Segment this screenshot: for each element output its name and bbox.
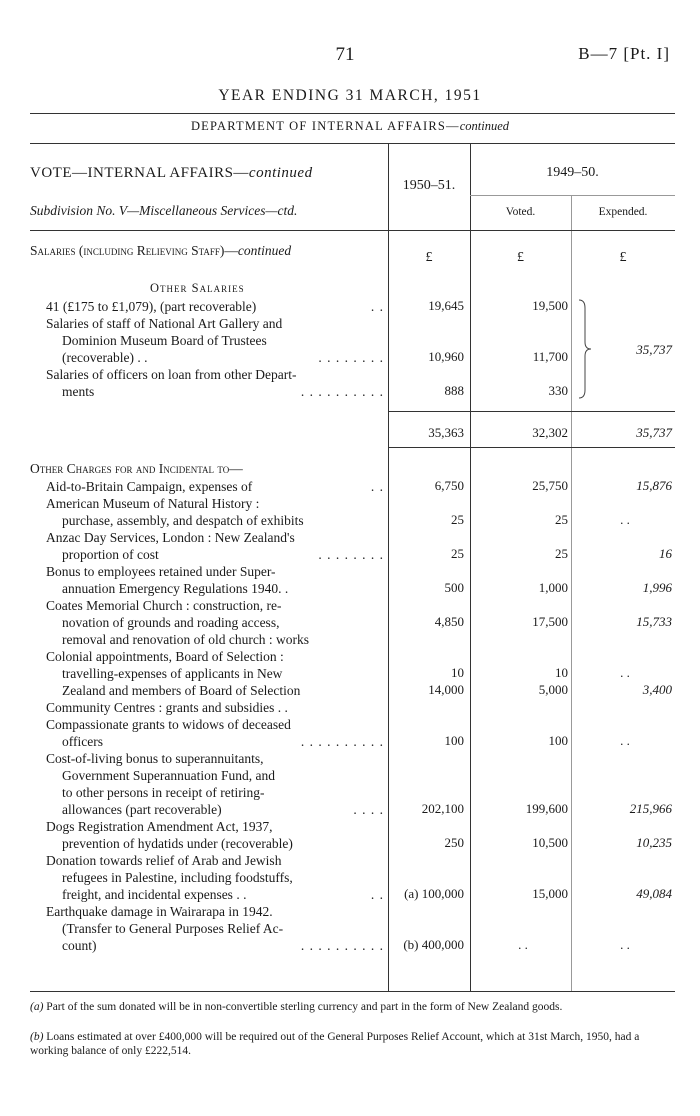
footnote-b-mark: (b) <box>30 1031 44 1043</box>
column-1950-51: 1950–51. <box>402 178 456 193</box>
salary-line-text: Salaries of officers on loan from other Depart- <box>46 367 297 382</box>
other-charges-line <box>62 886 384 903</box>
other-charges-value-voted: . . <box>518 937 528 952</box>
other-charges-line-text: to other persons in receipt of retiring- <box>62 785 265 800</box>
subtotal-bottom-rule <box>388 447 675 448</box>
column-divider-2 <box>470 143 471 991</box>
subtotal-top-rule <box>388 411 675 412</box>
other-charges-value-expended: 215,966 <box>629 801 672 816</box>
column-group-1949-50: 1949–50. <box>546 165 599 180</box>
other-charges-line <box>62 614 384 631</box>
footnote-a <box>30 1000 675 1014</box>
other-charges-line-text: Earthquake damage in Wairarapa in 1942. <box>46 904 273 919</box>
other-charges-line-text: officers <box>62 734 103 749</box>
header-rule <box>30 113 675 114</box>
currency-expended: £ <box>619 250 627 265</box>
other-charges-line-leader-dots: . . . . . . . . . . <box>300 734 384 749</box>
salary-value-1950-51: 888 <box>444 383 464 398</box>
other-charges-line-text: travelling-expenses of applicants in New <box>62 666 283 681</box>
other-charges-line <box>62 546 384 563</box>
other-charges-line-leader-dots: . . . . . . . . . . <box>300 938 384 953</box>
other-charges-value-voted: 25 <box>555 512 568 527</box>
other-charges-line <box>46 716 384 733</box>
other-charges-value-voted: 17,500 <box>532 614 568 629</box>
footnote-b-text: Loans estimated at over £400,000 will be required out of the General Purposes Relief Account, which at 31st March, 1950, had a working balance of only £222,514. <box>30 1031 640 1057</box>
currency-voted: £ <box>517 250 524 265</box>
other-charges-value-expended: . . <box>620 665 630 680</box>
other-charges-line-leader-dots: . . . . <box>353 802 384 817</box>
other-charges-line <box>62 580 384 597</box>
other-charges-value-1950-51: 100 <box>444 733 464 748</box>
other-charges-line <box>62 512 384 529</box>
salary-line-leader-dots: . . <box>370 299 384 314</box>
other-charges-line-text: removal and renovation of old church : works <box>62 632 310 647</box>
other-charges-line <box>62 835 384 852</box>
expended-bracket <box>577 298 593 400</box>
other-charges-value-voted: 1,000 <box>538 580 568 595</box>
salary-line <box>62 383 384 400</box>
other-charges-value-1950-51: 202,100 <box>421 801 464 816</box>
other-charges-line-text: count) <box>62 938 97 953</box>
other-charges-line <box>62 801 384 818</box>
other-charges-line-text: Colonial appointments, Board of Selection : <box>46 649 284 664</box>
other-charges-line-text: (Transfer to General Purposes Relief Ac- <box>62 921 284 936</box>
other-charges-value-1950-51: 6,750 <box>434 478 464 493</box>
salary-line-text: (recoverable) . . <box>62 350 148 365</box>
other-charges-value-1950-51: 4,850 <box>434 614 464 629</box>
salary-line <box>62 349 384 366</box>
other-charges-line <box>46 478 384 495</box>
salary-line <box>46 298 384 315</box>
column-voted: Voted. <box>505 206 536 218</box>
currency-1950-51: £ <box>425 250 433 265</box>
salary-line-text: 41 (£175 to £1,079), (part recoverable) <box>46 299 257 314</box>
other-charges-line <box>62 937 384 954</box>
other-charges-value-1950-51: 14,000 <box>428 682 464 697</box>
salary-line <box>46 315 384 332</box>
other-charges-line <box>62 767 384 784</box>
salary-total-voted: 32,302 <box>532 425 568 440</box>
other-charges-value-expended: . . <box>620 937 630 952</box>
other-charges-value-voted: 25 <box>555 546 568 561</box>
other-charges-line-text: annuation Emergency Regulations 1940. . <box>62 581 289 596</box>
column-divider-1 <box>388 143 389 991</box>
subdivision-heading: Subdivision No. V—Miscellaneous Services—ctd. <box>30 203 298 218</box>
salary-total-expended: 35,737 <box>636 425 672 440</box>
year-heading: YEAR ENDING 31 MARCH, 1951 <box>218 87 482 104</box>
other-charges-value-voted: 199,600 <box>525 801 568 816</box>
other-charges-value-expended: 1,996 <box>642 580 672 595</box>
other-charges-value-voted: 5,000 <box>538 682 568 697</box>
other-charges-line-text: Cost-of-living bonus to superannuitants, <box>46 751 264 766</box>
page-number: 71 <box>335 44 355 65</box>
other-charges-line-text: Government Superannuation Fund, and <box>62 768 275 783</box>
other-charges-line <box>62 682 384 699</box>
other-salaries-heading: Other Salaries <box>150 281 245 295</box>
other-charges-line <box>62 631 384 648</box>
salary-value-voted: 330 <box>548 383 568 398</box>
other-charges-value-1950-51: (a) 100,000 <box>404 886 464 901</box>
salary-value-1950-51: 19,645 <box>428 298 464 313</box>
other-charges-value-voted: 15,000 <box>532 886 568 901</box>
other-charges-line-text: refugees in Palestine, including foodstuffs, <box>62 870 293 885</box>
other-charges-line <box>46 903 384 920</box>
other-charges-value-expended: 49,084 <box>636 886 672 901</box>
other-charges-line-text: American Museum of Natural History : <box>46 496 260 511</box>
other-charges-line-text: Coates Memorial Church : construction, re- <box>46 598 282 613</box>
other-charges-value-1950-51: (b) 400,000 <box>403 937 464 952</box>
other-charges-value-voted: 100 <box>548 733 568 748</box>
footnote-a-mark: (a) <box>30 1001 44 1013</box>
salaries-heading <box>30 243 291 259</box>
other-charges-line <box>46 699 384 716</box>
other-charges-line <box>46 529 384 546</box>
other-charges-line <box>46 648 384 665</box>
table-bottom-rule <box>30 991 675 992</box>
department-continued: continued <box>459 119 510 133</box>
salaries-heading-text: Salaries (including Relieving Staff)— <box>30 243 238 258</box>
other-charges-line-text: Aid-to-Britain Campaign, expenses of <box>46 479 253 494</box>
salary-total-1950-51: 35,363 <box>428 425 464 440</box>
department-heading <box>0 119 700 134</box>
header-bottom-rule <box>30 230 675 231</box>
other-charges-line-text: Dogs Registration Amendment Act, 1937, <box>46 819 273 834</box>
other-charges-line <box>62 733 384 750</box>
salary-line-text: Salaries of staff of National Art Gallery and <box>46 316 283 331</box>
other-charges-line <box>62 784 384 801</box>
group-header-rule <box>470 195 675 196</box>
other-charges-line-text: purchase, assembly, and despatch of exhibits <box>62 513 304 528</box>
other-charges-value-voted: 10,500 <box>532 835 568 850</box>
vote-title-text: VOTE—INTERNAL AFFAIRS— <box>30 165 249 181</box>
other-charges-line-text: allowances (part recoverable) <box>62 802 222 817</box>
other-charges-value-1950-51: 500 <box>444 580 464 595</box>
other-charges-line <box>62 920 384 937</box>
other-charges-line <box>46 750 384 767</box>
other-charges-line-text: Zealand and members of Board of Selection <box>62 683 301 698</box>
salary-line-leader-dots: . . . . . . . . <box>318 350 384 365</box>
other-charges-line <box>46 818 384 835</box>
other-charges-value-expended: 16 <box>659 546 672 561</box>
other-charges-value-1950-51: 25 <box>451 546 464 561</box>
other-charges-line <box>46 495 384 512</box>
column-divider-3 <box>571 195 572 991</box>
footnote-b <box>30 1030 675 1058</box>
other-charges-value-expended: 15,733 <box>636 614 672 629</box>
other-charges-line-text: Donation towards relief of Arab and Jewish <box>46 853 282 868</box>
page-reference: B—7 [Pt. I] <box>578 44 670 63</box>
other-charges-line-leader-dots: . . <box>370 887 384 902</box>
other-charges-line-text: proportion of cost <box>62 547 159 562</box>
vote-title <box>30 165 313 182</box>
other-charges-value-expended: 3,400 <box>642 682 672 697</box>
other-charges-line <box>62 869 384 886</box>
other-charges-line-text: Community Centres : grants and subsidies . . <box>46 700 288 715</box>
column-expended: Expended. <box>598 206 648 218</box>
footnote-a-text: Part of the sum donated will be in non-convertible sterling currency and part in the form of New Zealand goods. <box>46 1001 563 1013</box>
salaries-heading-continued: continued <box>237 243 292 258</box>
other-charges-value-1950-51: 25 <box>451 512 464 527</box>
other-charges-line-text: freight, and incidental expenses . . <box>62 887 247 902</box>
salary-value-voted: 11,700 <box>532 349 568 364</box>
salary-line-leader-dots: . . . . . . . . . . <box>300 384 384 399</box>
other-charges-line-text: prevention of hydatids under (recoverable) <box>62 836 293 851</box>
other-charges-value-expended: . . <box>620 512 630 527</box>
other-charges-value-expended: 15,876 <box>636 478 672 493</box>
other-charges-line-text: Anzac Day Services, London : New Zealand's <box>46 530 295 545</box>
salary-line <box>46 366 384 383</box>
other-charges-value-expended: 10,235 <box>636 835 672 850</box>
other-charges-line-leader-dots: . . <box>370 479 384 494</box>
department-name: DEPARTMENT OF INTERNAL AFFAIRS— <box>190 119 460 133</box>
salary-line <box>62 332 384 349</box>
salary-line-text: ments <box>62 384 95 399</box>
salary-bracket-expended: 35,737 <box>636 342 672 357</box>
other-charges-line-text: Bonus to employees retained under Super- <box>46 564 276 579</box>
table-top-rule <box>30 143 675 144</box>
other-charges-value-voted: 10 <box>555 665 568 680</box>
other-charges-line <box>46 597 384 614</box>
other-charges-line-leader-dots: . . . . . . . . <box>318 547 384 562</box>
other-charges-line <box>46 563 384 580</box>
salary-line-text: Dominion Museum Board of Trustees <box>62 333 267 348</box>
other-charges-value-voted: 25,750 <box>532 478 568 493</box>
other-charges-value-1950-51: 10 <box>451 665 464 680</box>
salary-value-voted: 19,500 <box>532 298 568 313</box>
vote-title-continued: continued <box>248 165 313 181</box>
other-charges-value-expended: . . <box>620 733 630 748</box>
other-charges-line <box>62 665 384 682</box>
other-charges-heading: Other Charges for and Incidental to— <box>30 461 243 476</box>
other-charges-value-1950-51: 250 <box>444 835 464 850</box>
other-charges-line-text: Compassionate grants to widows of deceased <box>46 717 291 732</box>
other-charges-line-text: novation of grounds and roading access, <box>62 615 280 630</box>
salary-value-1950-51: 10,960 <box>428 349 464 364</box>
other-charges-line <box>46 852 384 869</box>
